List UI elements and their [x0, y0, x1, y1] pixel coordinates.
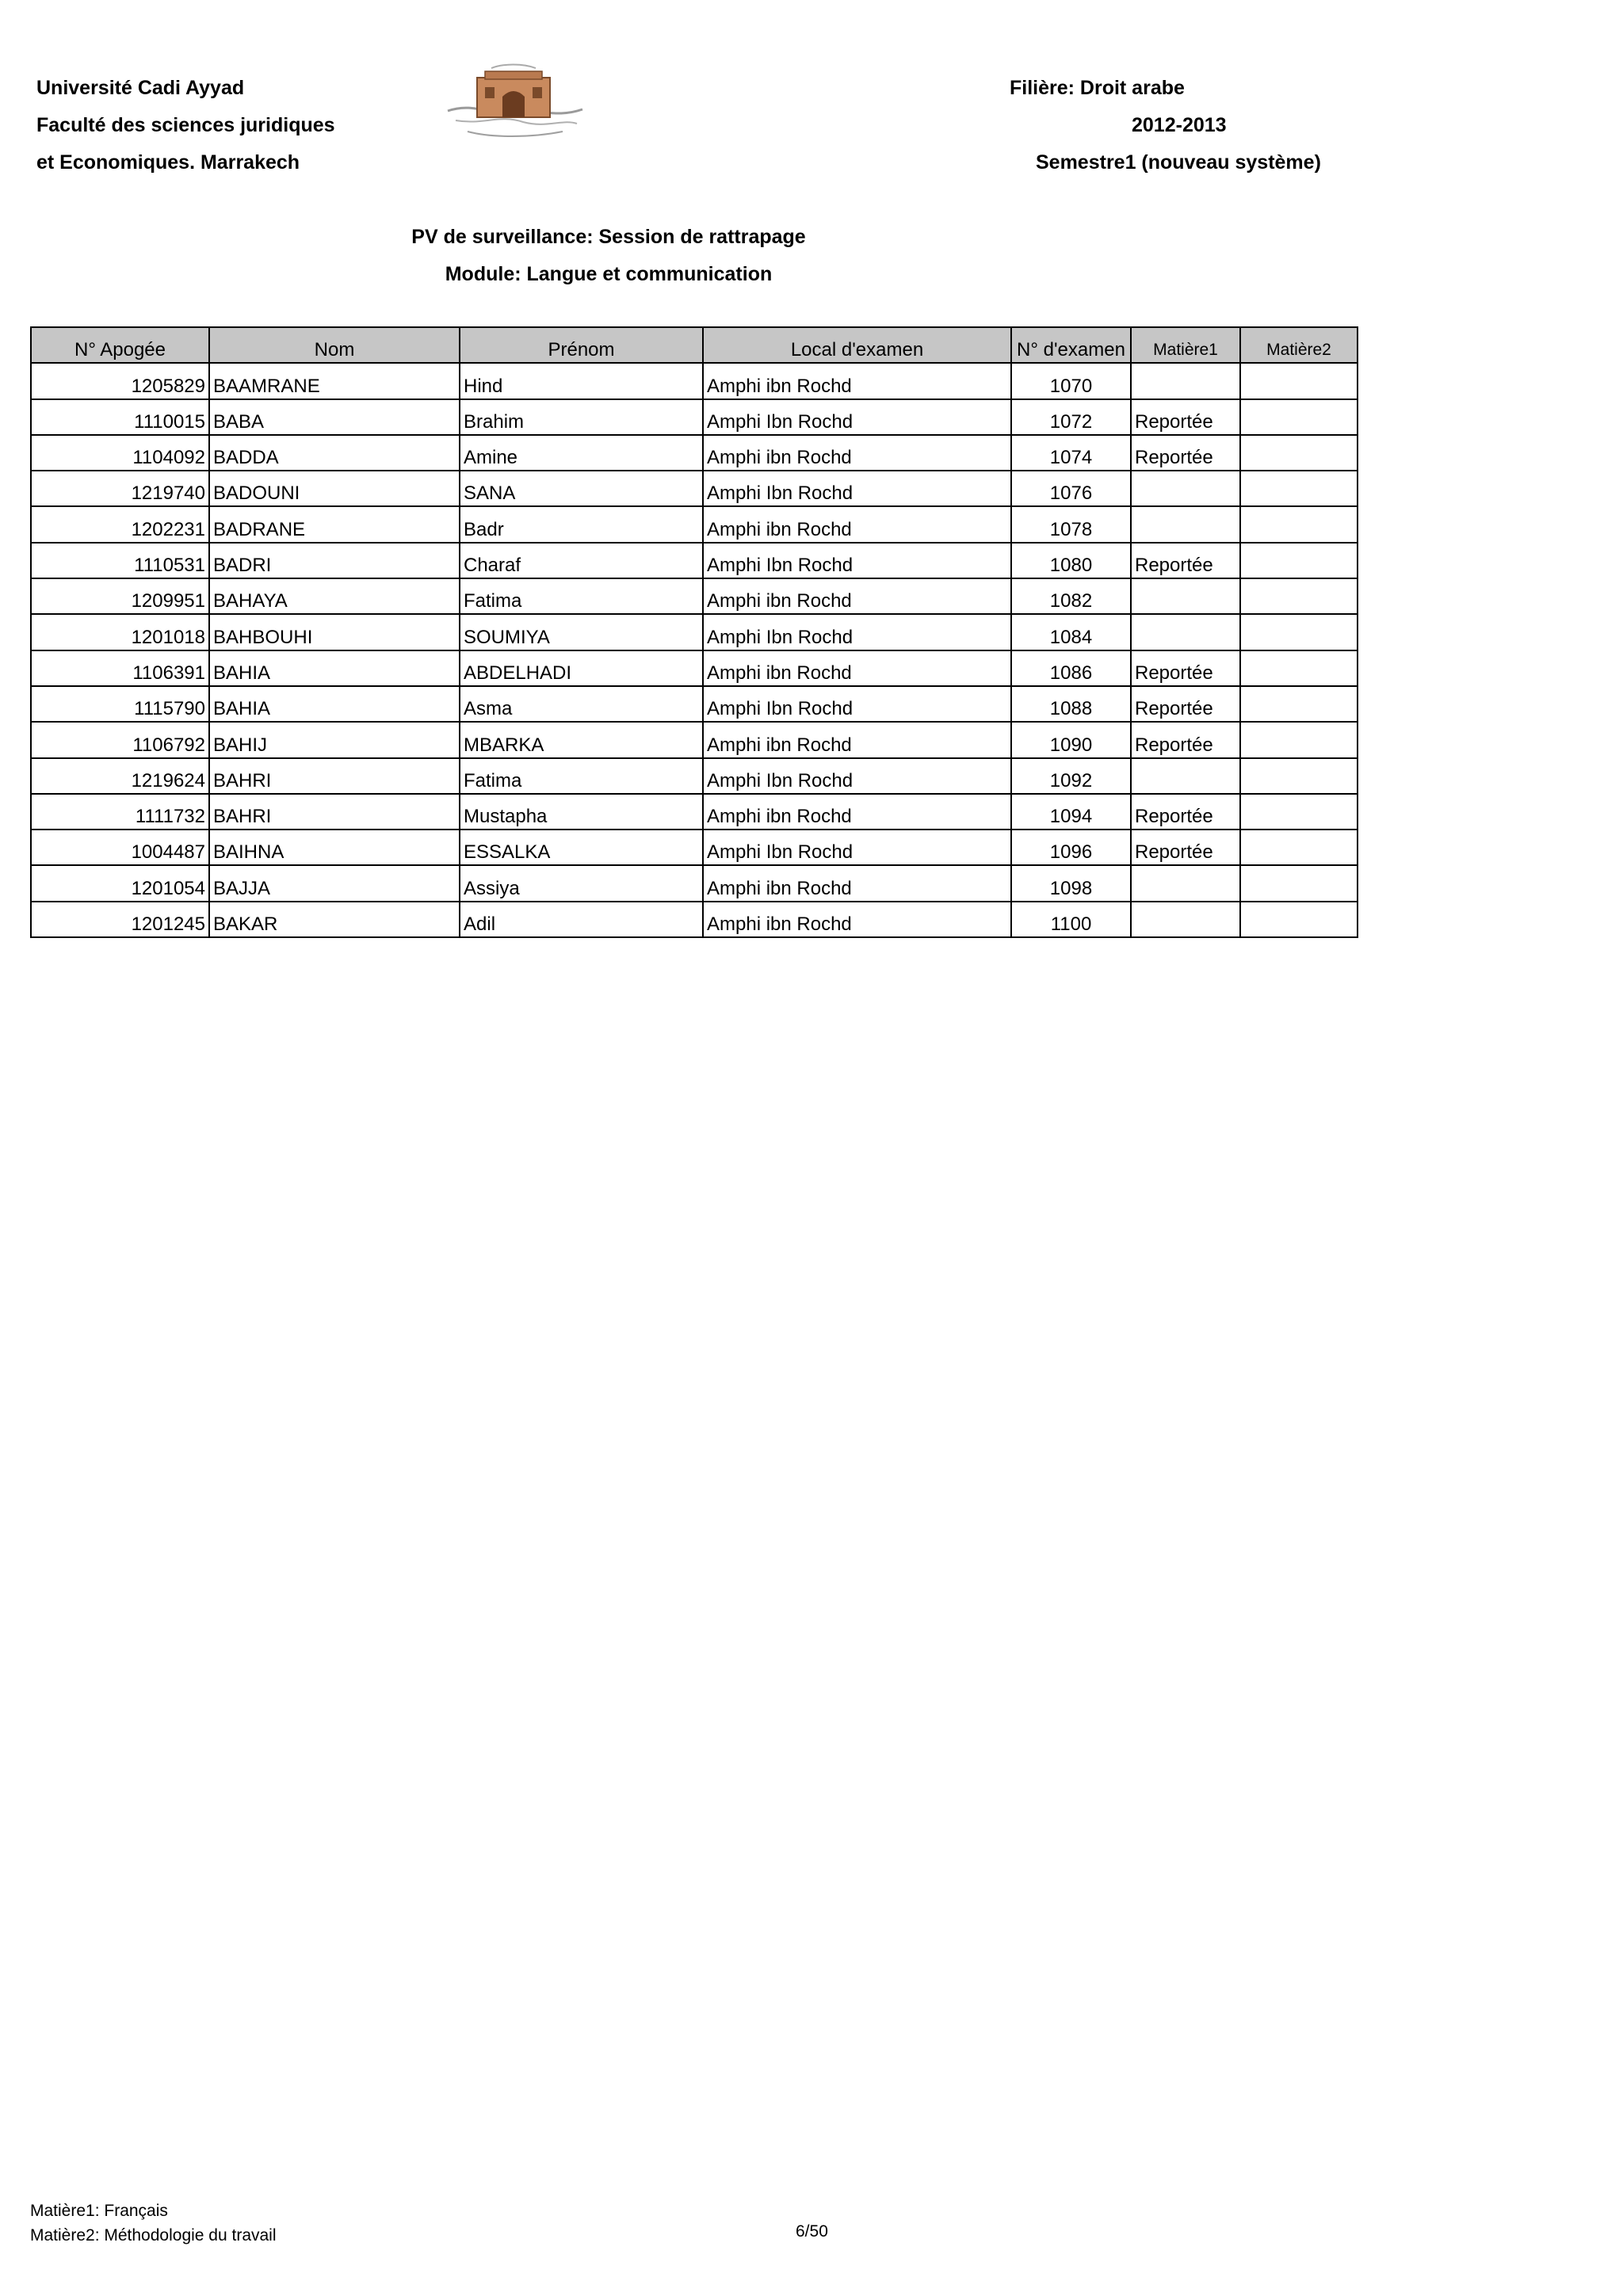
footer-matiere1: Matière1: Français	[30, 2202, 168, 2220]
cell-nom: BAHIJ	[209, 722, 460, 757]
cell-local: Amphi ibn Rochd	[703, 650, 1011, 686]
cell-apogee: 1219740	[31, 471, 209, 506]
cell-apogee: 1104092	[31, 435, 209, 471]
cell-nom: BAJJA	[209, 865, 460, 901]
col-header-matiere2: Matière2	[1240, 327, 1358, 363]
filiere-label: Filière: Droit arabe	[1010, 77, 1185, 99]
cell-nom: BAHRI	[209, 794, 460, 830]
cell-matiere1: Reportée	[1131, 686, 1240, 722]
table-row	[31, 686, 1358, 722]
cell-num-examen: 1078	[1011, 506, 1131, 542]
table-row	[31, 650, 1358, 686]
col-header-apogee: N° Apogée	[31, 327, 209, 363]
cell-apogee: 1115790	[31, 686, 209, 722]
cell-local: Amphi ibn Rochd	[703, 435, 1011, 471]
cell-matiere1	[1131, 471, 1240, 506]
cell-local: Amphi Ibn Rochd	[703, 758, 1011, 794]
cell-matiere2	[1240, 650, 1358, 686]
cell-num-examen: 1072	[1011, 399, 1131, 435]
cell-matiere2	[1240, 902, 1358, 937]
cell-num-examen: 1094	[1011, 794, 1131, 830]
cell-apogee: 1004487	[31, 830, 209, 865]
cell-prenom: Amine	[460, 435, 703, 471]
cell-local: Amphi ibn Rochd	[703, 363, 1011, 399]
academic-year: 2012-2013	[1132, 114, 1227, 136]
cell-matiere1: Reportée	[1131, 794, 1240, 830]
col-header-nom: Nom	[209, 327, 460, 363]
cell-matiere1: Reportée	[1131, 399, 1240, 435]
cell-apogee: 1110015	[31, 399, 209, 435]
cell-matiere2	[1240, 830, 1358, 865]
cell-prenom: Fatima	[460, 758, 703, 794]
table-header-row	[31, 327, 1358, 363]
module-title: Module: Langue et communication	[445, 263, 773, 285]
cell-nom: BAHBOUHI	[209, 614, 460, 650]
surveillance-table	[30, 326, 1358, 938]
cell-nom: BAHIA	[209, 650, 460, 686]
cell-nom: BAHAYA	[209, 578, 460, 614]
cell-num-examen: 1100	[1011, 902, 1131, 937]
cell-nom: BABA	[209, 399, 460, 435]
cell-local: Amphi Ibn Rochd	[703, 686, 1011, 722]
cell-prenom: Fatima	[460, 578, 703, 614]
cell-matiere2	[1240, 543, 1358, 578]
table-row	[31, 902, 1358, 937]
cell-num-examen: 1086	[1011, 650, 1131, 686]
cell-matiere2	[1240, 614, 1358, 650]
cell-matiere1: Reportée	[1131, 650, 1240, 686]
table-row	[31, 435, 1358, 471]
cell-matiere2	[1240, 794, 1358, 830]
cell-matiere1: Reportée	[1131, 435, 1240, 471]
cell-apogee: 1111732	[31, 794, 209, 830]
university-logo	[444, 62, 586, 149]
col-header-local: Local d'examen	[703, 327, 1011, 363]
cell-prenom: Brahim	[460, 399, 703, 435]
col-header-num-examen: N° d'examen	[1011, 327, 1131, 363]
cell-matiere1	[1131, 578, 1240, 614]
cell-matiere2	[1240, 758, 1358, 794]
cell-num-examen: 1076	[1011, 471, 1131, 506]
university-name: Université Cadi Ayyad	[36, 77, 245, 99]
cell-apogee: 1106792	[31, 722, 209, 757]
cell-matiere2	[1240, 865, 1358, 901]
pv-title: PV de surveillance: Session de rattrapage	[411, 226, 806, 248]
cell-local: Amphi ibn Rochd	[703, 506, 1011, 542]
cell-prenom: Charaf	[460, 543, 703, 578]
cell-prenom: Mustapha	[460, 794, 703, 830]
cell-matiere1	[1131, 758, 1240, 794]
cell-matiere1: Reportée	[1131, 543, 1240, 578]
semestre-label: Semestre1 (nouveau système)	[1036, 151, 1321, 174]
cell-prenom: MBARKA	[460, 722, 703, 757]
cell-local: Amphi ibn Rochd	[703, 794, 1011, 830]
cell-num-examen: 1092	[1011, 758, 1131, 794]
cell-local: Amphi Ibn Rochd	[703, 471, 1011, 506]
cell-num-examen: 1080	[1011, 543, 1131, 578]
cell-matiere1: Reportée	[1131, 830, 1240, 865]
table-row	[31, 830, 1358, 865]
cell-num-examen: 1096	[1011, 830, 1131, 865]
cell-num-examen: 1070	[1011, 363, 1131, 399]
cell-matiere2	[1240, 686, 1358, 722]
table-row	[31, 506, 1358, 542]
table-row	[31, 471, 1358, 506]
cell-apogee: 1201054	[31, 865, 209, 901]
faculty-city: et Economiques. Marrakech	[36, 151, 300, 174]
cell-local: Amphi ibn Rochd	[703, 865, 1011, 901]
cell-nom: BADDA	[209, 435, 460, 471]
cell-local: Amphi ibn Rochd	[703, 722, 1011, 757]
cell-num-examen: 1098	[1011, 865, 1131, 901]
cell-apogee: 1201245	[31, 902, 209, 937]
cell-matiere1	[1131, 614, 1240, 650]
cell-prenom: ABDELHADI	[460, 650, 703, 686]
cell-num-examen: 1088	[1011, 686, 1131, 722]
table-row	[31, 722, 1358, 757]
faculty-name: Faculté des sciences juridiques	[36, 114, 335, 136]
cell-matiere1	[1131, 902, 1240, 937]
cell-apogee: 1201018	[31, 614, 209, 650]
cell-prenom: Badr	[460, 506, 703, 542]
cell-nom: BAIHNA	[209, 830, 460, 865]
table-row	[31, 578, 1358, 614]
table-row	[31, 614, 1358, 650]
cell-local: Amphi Ibn Rochd	[703, 543, 1011, 578]
cell-apogee: 1209951	[31, 578, 209, 614]
cell-matiere2	[1240, 722, 1358, 757]
footer-matiere2: Matière2: Méthodologie du travail	[30, 2226, 277, 2245]
cell-matiere2	[1240, 435, 1358, 471]
table-row	[31, 758, 1358, 794]
cell-local: Amphi Ibn Rochd	[703, 399, 1011, 435]
cell-nom: BAKAR	[209, 902, 460, 937]
cell-local: Amphi ibn Rochd	[703, 578, 1011, 614]
cell-matiere2	[1240, 363, 1358, 399]
cell-apogee: 1219624	[31, 758, 209, 794]
cell-apogee: 1202231	[31, 506, 209, 542]
cell-matiere1: Reportée	[1131, 722, 1240, 757]
cell-apogee: 1110531	[31, 543, 209, 578]
cell-nom: BAHRI	[209, 758, 460, 794]
cell-prenom: ESSALKA	[460, 830, 703, 865]
cell-local: Amphi ibn Rochd	[703, 902, 1011, 937]
cell-matiere2	[1240, 399, 1358, 435]
col-header-matiere1: Matière1	[1131, 327, 1240, 363]
cell-matiere2	[1240, 506, 1358, 542]
cell-prenom: Adil	[460, 902, 703, 937]
cell-prenom: SOUMIYA	[460, 614, 703, 650]
cell-apogee: 1106391	[31, 650, 209, 686]
cell-matiere1	[1131, 363, 1240, 399]
cell-matiere1	[1131, 865, 1240, 901]
cell-prenom: Assiya	[460, 865, 703, 901]
table-row	[31, 363, 1358, 399]
table-row	[31, 543, 1358, 578]
cell-prenom: SANA	[460, 471, 703, 506]
cell-local: Amphi Ibn Rochd	[703, 830, 1011, 865]
col-header-prenom: Prénom	[460, 327, 703, 363]
cell-nom: BADOUNI	[209, 471, 460, 506]
cell-prenom: Asma	[460, 686, 703, 722]
cell-nom: BADRI	[209, 543, 460, 578]
cell-nom: BADRANE	[209, 506, 460, 542]
cell-matiere1	[1131, 506, 1240, 542]
cell-local: Amphi Ibn Rochd	[703, 614, 1011, 650]
cell-prenom: Hind	[460, 363, 703, 399]
cell-apogee: 1205829	[31, 363, 209, 399]
page-number: 6/50	[796, 2222, 828, 2241]
table-row	[31, 399, 1358, 435]
cell-num-examen: 1084	[1011, 614, 1131, 650]
cell-matiere2	[1240, 471, 1358, 506]
cell-num-examen: 1082	[1011, 578, 1131, 614]
cell-nom: BAHIA	[209, 686, 460, 722]
cell-num-examen: 1074	[1011, 435, 1131, 471]
table-row	[31, 794, 1358, 830]
cell-matiere2	[1240, 578, 1358, 614]
cell-num-examen: 1090	[1011, 722, 1131, 757]
cell-nom: BAAMRANE	[209, 363, 460, 399]
table-row	[31, 865, 1358, 901]
